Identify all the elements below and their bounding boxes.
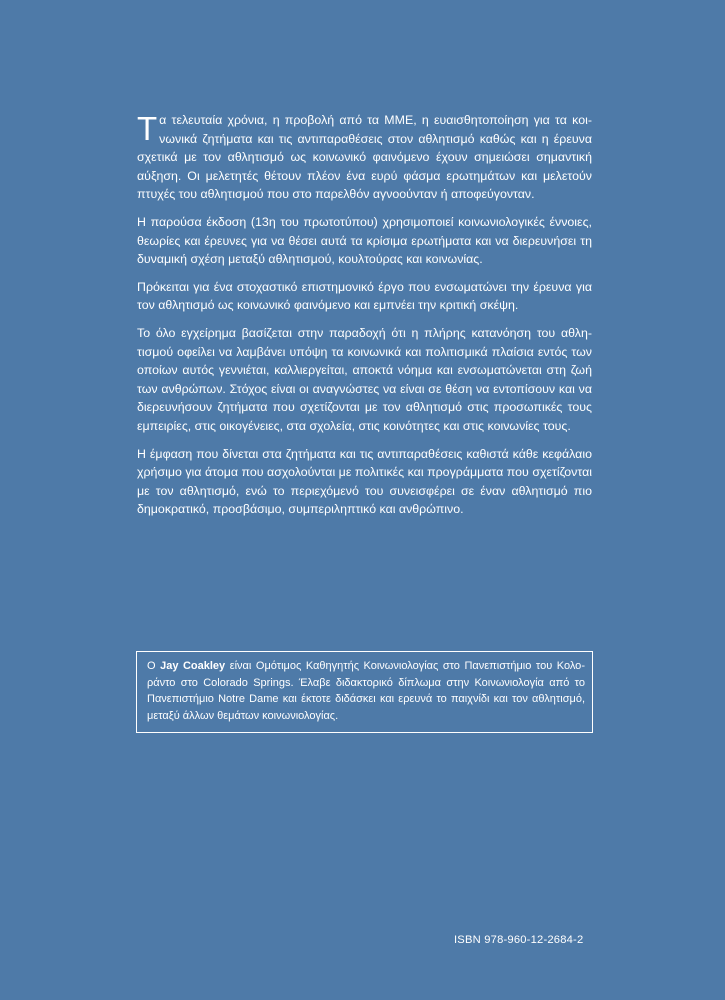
- blurb-paragraph-5: Η έμφαση που δίνεται στα ζητήματα και τις αντιπαραθέσεις καθιστά κάθε κεφάλαιο χρήσιμο για άτομα που ασχολούνται με πολιτικές και προγράμματα που σχετίζονται με τον αθλητισμό, ενώ το περιεχόμενό του συνεισφέρει σε έναν αθλητισμό πιο δημοκρατικό, προσβάσιμο, συμπεριληπτικό και ανθρώπινο.: [137, 446, 592, 517]
- blurb-paragraph-1-text: α τελευταία χρόνια, η προβολή από τα ΜΜΕ, η ευαισθητοποίηση για τα κοινωνικά ζητήματα και τις αντιπαραθέσεις στον αθλητισμό καθώς και η έρευνα σχετικά με τον αθλητισμό ως κοινωνικό φαινόμενο έχουν σημειώσει σημαντική αύξηση. Οι μελετητές θέτουν πλέον ένα ευρύ φάσμα ερωτημάτων και μελετούν πτυχές του αθλητισμού που στο παρελθόν αγνοούνταν ή αποφεύγονταν.: [137, 113, 592, 202]
- blurb-paragraph-4: Το όλο εγχείρημα βασίζεται στην παραδοχή ότι η πλήρης κατανόηση του αθλητισμού οφείλει να λαμβάνει υπόψη τα κοινωνικά και πολιτισμικά πλαίσια εντός των οποίων αυτός γεννιέται, καλλιεργείται, αποκτά νόημα και ενσωματώνεται στη ζωή των ανθρώπων. Στόχος είναι οι αναγνώστες να είναι σε θέση να εντοπίσουν και να διερευνήσουν ζητήματα που σχετίζονται με τον αθλητισμό στις προσωπικές τους εμπειρίες, στις οικογένειες, στα σχολεία, στις κοινότητες και στις κοινωνίες τους.: [137, 325, 592, 433]
- author-name: Jay Coakley: [160, 660, 226, 672]
- author-prefix: Ο: [147, 660, 161, 672]
- blurb-paragraph-3: Πρόκειται για ένα στοχαστικό επιστημονικό έργο που ενσωματώνει την έρευνα για τον αθλητισμό ως κοινωνικό φαινόμενο και εμπνέει την κριτική σκέψη.: [137, 279, 592, 313]
- back-cover-blurb: [137, 111, 592, 528]
- author-bio-text: είναι Ομότιμος Καθηγητής Κοινωνιολογίας στο Πανεπιστήμιο του Κολοράντο στο Colorado Springs. Έλαβε διδακτορικό δίπλωμα στην Κοινωνιολογία από το Πανεπιστήμιο Notre Dame και έκτοτε διδάσκει και ερευνά το παιχνίδι και τον αθλητισμό, μεταξύ άλλων θεμάτων κοινωνιολογίας.: [147, 660, 585, 722]
- author-bio-box: [136, 651, 593, 733]
- blurb-paragraph-2: Η παρούσα έκδοση (13η του πρωτοτύπου) χρησιμοποιεί κοινωνιολογικές έννοιες, θεωρίες και έρευνες για να θέσει αυτά τα κρίσιμα ερωτήματα και να διερευνήσει τη δυναμική σχέση μεταξύ αθλητισμού, κουλτούρας και κοινωνίας.: [137, 214, 592, 267]
- blurb-paragraph-1: [137, 111, 592, 204]
- isbn: ISBN 978-960-12-2684-2: [454, 934, 584, 946]
- drop-cap: Τ: [137, 110, 158, 147]
